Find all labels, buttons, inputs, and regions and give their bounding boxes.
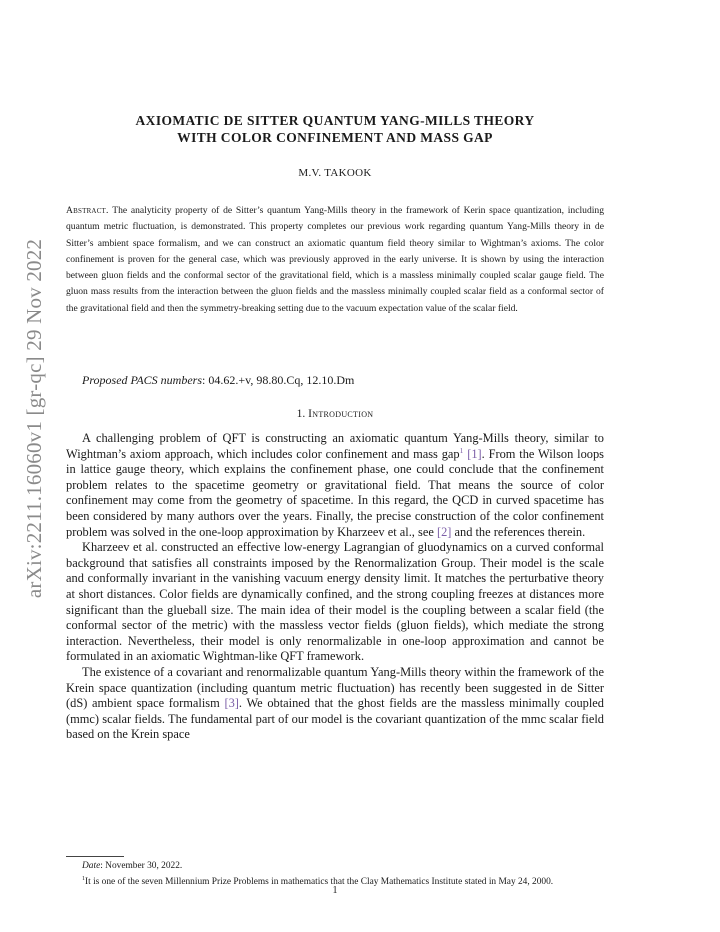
paragraph-1 <box>66 431 604 540</box>
body-text <box>66 431 604 743</box>
date-line <box>66 860 604 873</box>
paragraph-3 <box>66 665 604 743</box>
date-value: : November 30, 2022. <box>100 861 183 871</box>
footnote-text: It is one of the seven Millennium Prize Problems in mathematics that the Clay Mathematics Institute stated in May 24, 2000. <box>85 877 554 888</box>
citation-1[interactable]: [1] <box>467 446 482 461</box>
para3-text-b: . We obtained that the ghost fields are the massless minimally coupled (mmc) scalar fields. The fundamental part of our model is the covariant quantization of the mmc scalar field based on the Krein space <box>66 696 604 742</box>
abstract <box>66 203 604 317</box>
para1-text-c: and the references therein. <box>454 524 586 539</box>
abstract-label: Abstract. <box>66 205 109 216</box>
pacs-values: : 04.62.+v, 98.80.Cq, 12.10.Dm <box>202 373 355 387</box>
paper-title <box>66 112 604 146</box>
pacs-label: Proposed PACS numbers <box>82 373 202 387</box>
date-label: Date <box>82 861 101 871</box>
paragraph-2: Kharzeev et al. constructed an effective low-energy Lagrangian of gluodynamics on a curved conformal background that satisfies all constraints imposed by the Renormalization Group. Their model is the scale and conformally invariant in the vanishing vacuum energy density limit. It matches the perturbative theory at short distances. Color fields are dynamically confined, and the strong coupling freezes at distances more significant than the glueball size. The main idea of their model is the coupling between a scalar field (the conformal sector of the metric) with the massless vector fields (gluon fields), which mediate the strong interaction. Nevertheless, their model is only renormalizable in one-loop approximation and cannot be formulated in an axiomatic Wightman-like QFT framework. <box>66 540 604 664</box>
title-line-1: AXIOMATIC DE SITTER QUANTUM YANG-MILLS THEORY <box>135 113 535 128</box>
para1-text-b: . From the Wilson loops in lattice gauge theory, which explains the confinement phase, one could conclude that the confinement problem relates to the spacetime geometry or gravitational field. That means the source of color confinement may come from the geometry of spacetime. In this regard, the QCD in curved spacetime has been considered by many authors over the years. Finally, the precise construction of the color confinement problem was solved in the one-loop approximation by Kharzeev et al., see <box>66 446 604 539</box>
section-number: 1. <box>296 408 306 420</box>
footnote-rule <box>66 856 124 857</box>
footnote-ref[interactable]: 1 <box>459 445 464 455</box>
arxiv-identifier <box>20 228 50 608</box>
page-number: 1 <box>332 885 338 896</box>
abstract-text: The analyticity property of de Sitter’s quantum Yang-Mills theory in the framework of Kerin space quantization, including quantum metric fluctuation, is demonstrated. This property completes our previous work regarding quantum Yang-Mills theory in de Sitter’s ambient space formalism, and we can construct an axiomatic quantum field theory similar to Wightman’s axioms. The color confinement is proven for the general case, which was previously approved in the early universe. It is shown by using the interaction between gluon fields and the conformal sector of the gravitational field, which is a massless minimally coupled scalar gauge field. The gluon mass results from the interaction between the gluon fields and the massless minimally coupled scalar field as a conformal sector of the gravitational field and then the symmetry-breaking setting due to the vacuum expectation value of the scalar field. <box>66 205 604 314</box>
arxiv-id-text: arXiv:2211.16060v1 [gr-qc] 29 Nov 2022 <box>22 238 47 598</box>
footnote-mark: 1 <box>82 876 85 882</box>
para3-text-a: The existence of a covariant and renormalizable quantum Yang-Mills theory within the framework of the Krein space quantization (including quantum metric fluctuation) has recently been suggested in de Sitter (dS) ambient space formalism <box>66 664 604 711</box>
para1-text-a: A challenging problem of QFT is constructing an axiomatic quantum Yang-Mills theory, similar to Wightman’s axiom approach, which includes color confinement and mass gap <box>66 431 604 461</box>
citation-2[interactable]: [2] <box>436 524 452 539</box>
section-title: Introduction <box>308 408 374 420</box>
pacs-numbers <box>82 373 604 388</box>
author: M.V. TAKOOK <box>298 167 372 179</box>
title-line-2: WITH COLOR CONFINEMENT AND MASS GAP <box>177 130 493 145</box>
citation-3[interactable]: [3] <box>224 696 239 711</box>
section-heading <box>66 408 604 420</box>
